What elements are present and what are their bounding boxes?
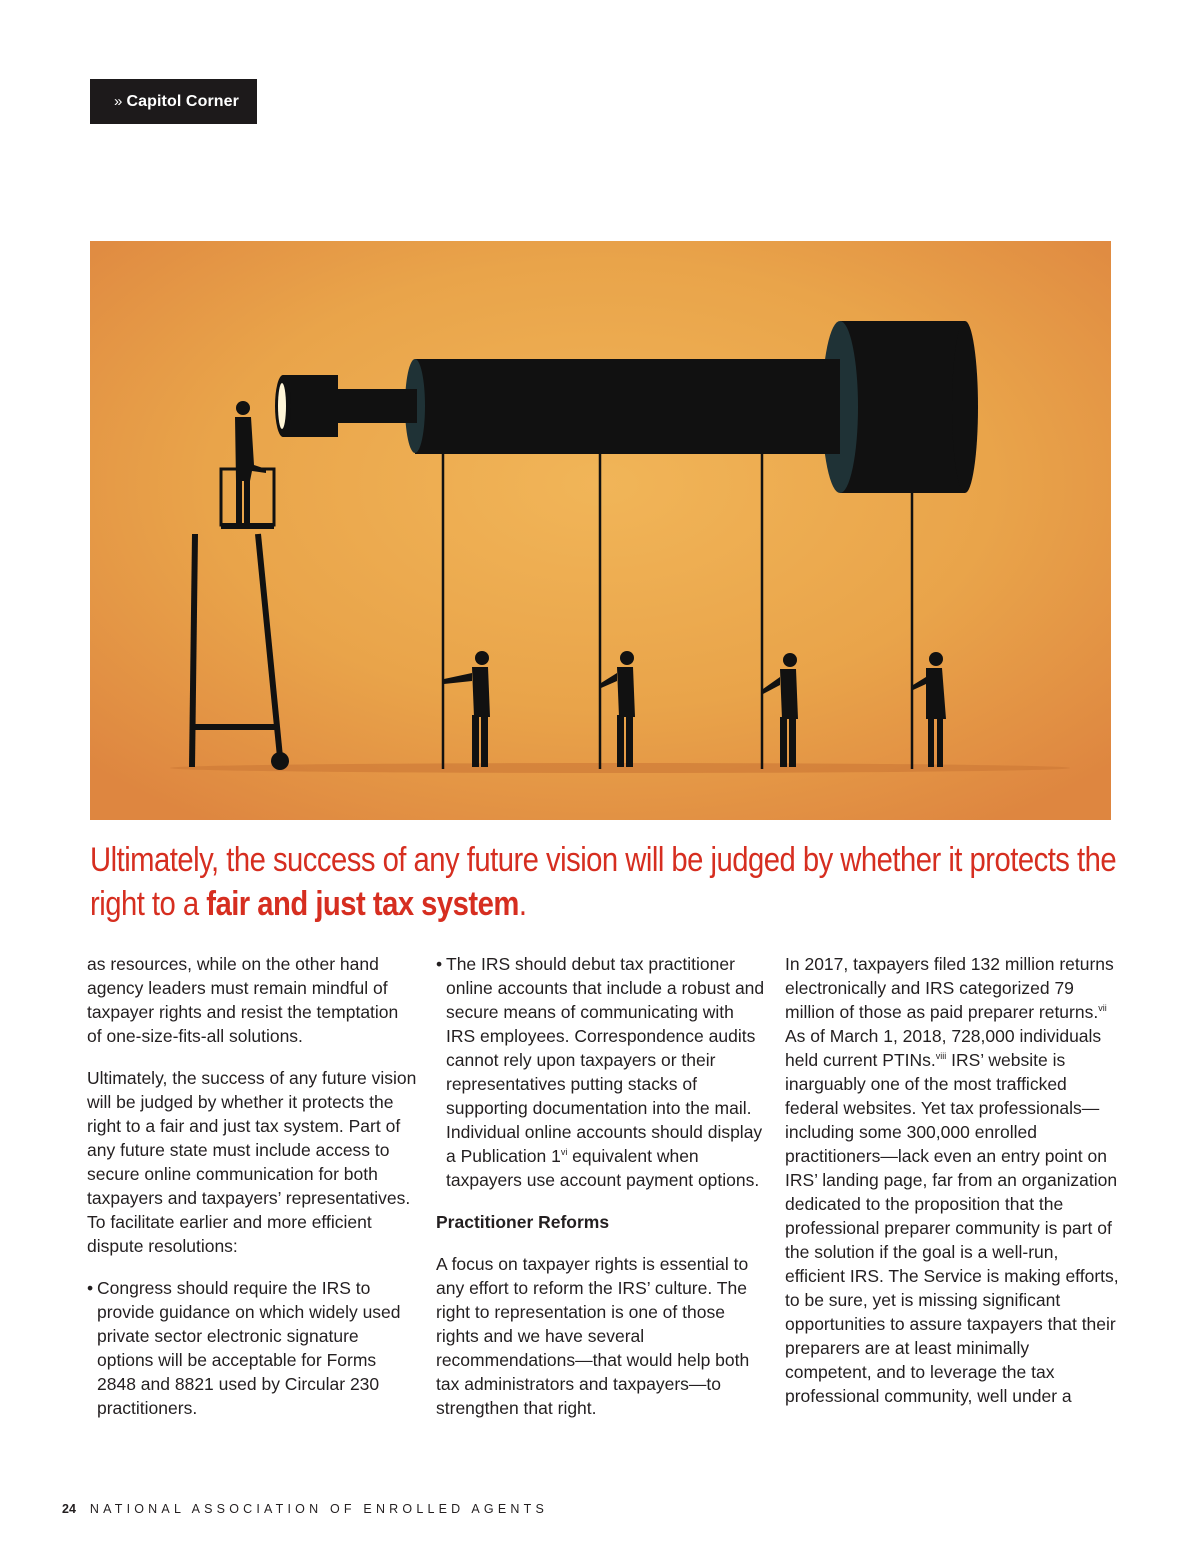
section-heading: Practitioner Reforms <box>436 1212 610 1232</box>
telescope-illustration <box>90 241 1111 820</box>
bullet-text <box>446 952 766 1192</box>
pull-quote-end: . <box>518 885 527 923</box>
article-column-2 <box>436 952 766 1438</box>
chevron-right-icon: » <box>114 93 123 110</box>
pull-quote-emphasis: fair and just tax system <box>206 885 519 923</box>
section-tag <box>90 79 257 124</box>
bullet-text: Congress should require the IRS to provide guidance on which widely used private sector electronic signature options will be acceptable for Forms 2848 and 8821 used by Circular 230 practitioners. <box>97 1278 401 1418</box>
paragraph-part: As of March 1, 2018, 728,000 individuals held current PTINs. <box>785 1026 1102 1070</box>
publication-name: NATIONAL ASSOCIATION OF ENROLLED AGENTS <box>89 1502 548 1516</box>
page-number: 24 <box>62 1502 76 1516</box>
footnote-ref: vii <box>1098 1003 1107 1013</box>
bullet-icon: • <box>87 1278 94 1298</box>
article-column-1 <box>87 952 417 1438</box>
bullet-icon: • <box>436 954 443 974</box>
paragraph: A focus on taxpayer rights is essential to any effort to reform the IRS’ culture. The right to representation is one of those rights and we have several recommendations—that would help both tax administrators and taxpayers—to strengthen that right. <box>436 1254 750 1418</box>
article-column-3 <box>785 952 1120 1426</box>
page-footer <box>62 1502 548 1516</box>
paragraph-part: In 2017, taxpayers filed 132 million returns electronically and IRS categorized 79 million of those as paid preparer returns. <box>785 954 1114 1022</box>
footnote-ref: viii <box>935 1051 947 1061</box>
bullet-text-part: The IRS should debut tax practitioner online accounts that include a robust and secure means of communicating with IRS employees. Correspondence audits cannot rely upon taxpayers or their representatives putting stacks of supporting documentation into the mail. Individual online accounts should display a Publication 1 <box>446 954 765 1166</box>
pull-quote <box>90 838 1122 926</box>
bullet-item <box>87 1276 417 1420</box>
paragraph-part: IRS’ website is inarguably one of the most trafficked federal websites. Yet tax professionals—including some 300,000 enrolled practitioners—lack even an entry point on IRS’ landing page, far from an organization dedicated to the proposition that the professional preparer community is part of the solution if the goal is a well-run, efficient IRS. The Service is making efforts, to be sure, yet is missing significant opportunities to assure taxpayers that their preparers are at least minimally competent, and to leverage the tax professional community, well under a <box>785 1050 1119 1406</box>
paragraph: Ultimately, the success of any future vision will be judged by whether it protects the right to a fair and just tax system. Part of any future state must include access to secure online communication for both taxpayers and taxpayers’ representatives. To facilitate earlier and more efficient dispute resolutions: <box>87 1068 417 1256</box>
bullet-item <box>436 952 766 1192</box>
bullet-text-part: equivalent when taxpayers use account payment options. <box>446 1146 760 1190</box>
paragraph <box>785 952 1120 1408</box>
paragraph: as resources, while on the other hand agency leaders must remain mindful of taxpayer rights and resist the temptation of one-size-fits-all solutions. <box>87 954 399 1046</box>
pull-quote-text: Ultimately, the success of any future vision will be judged by whether it protects the right to a <box>90 841 1117 923</box>
footnote-ref: vi <box>560 1147 568 1157</box>
section-label: Capitol Corner <box>126 93 239 110</box>
